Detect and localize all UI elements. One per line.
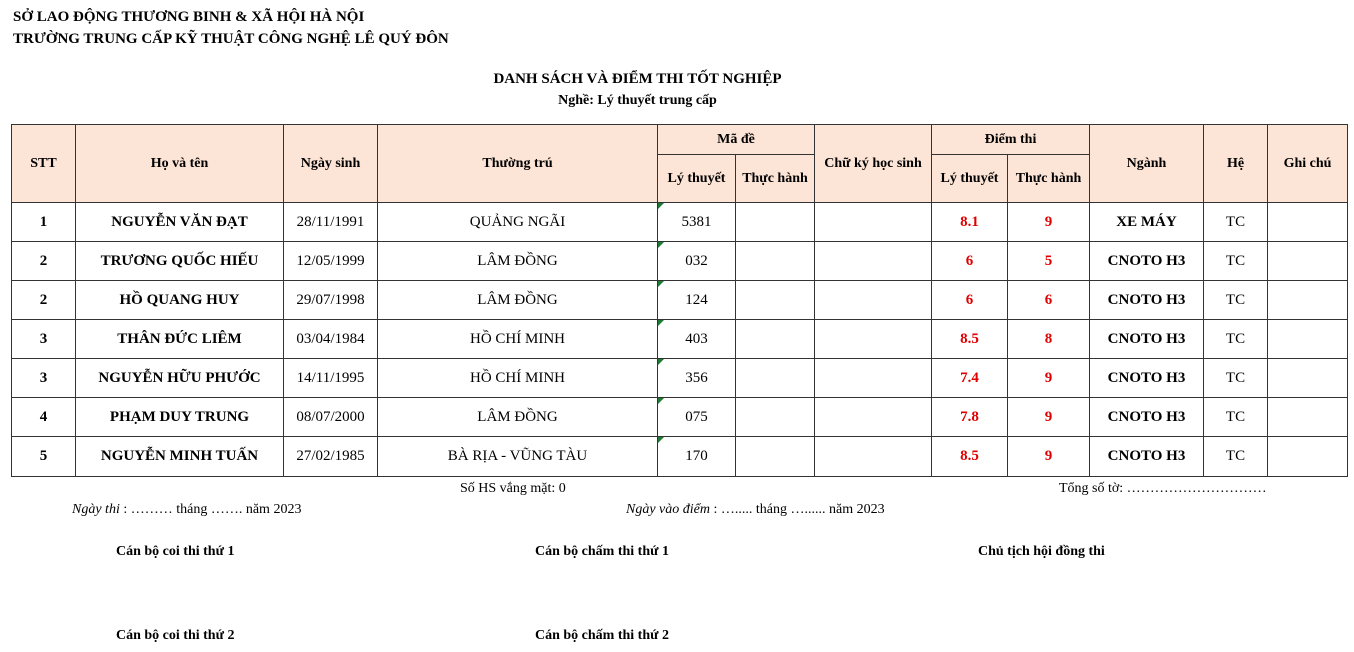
- cell-stt[interactable]: 5: [12, 437, 76, 477]
- cell-stt[interactable]: 4: [12, 398, 76, 437]
- col-header-signature: Chữ ký học sinh: [815, 125, 932, 203]
- cell-major[interactable]: CNOTO H3: [1090, 437, 1204, 477]
- exam-date: [72, 502, 301, 518]
- cell-dob[interactable]: 28/11/1991: [284, 203, 378, 242]
- col-header-stt: STT: [12, 125, 76, 203]
- document-subtitle: Nghề: Lý thuyết trung cấp: [558, 93, 717, 108]
- cell-name[interactable]: NGUYỄN MINH TUẤN: [76, 437, 284, 477]
- col-header-major: Ngành: [1090, 125, 1204, 203]
- exam-date-label: Ngày thi: [72, 502, 120, 517]
- cell-signature[interactable]: [815, 203, 932, 242]
- table-row: [12, 281, 1348, 320]
- cell-marker-icon: [658, 203, 664, 209]
- cell-marker-icon: [658, 242, 664, 248]
- cell-system[interactable]: TC: [1204, 203, 1268, 242]
- cell-stt[interactable]: 2: [12, 242, 76, 281]
- table-row: [12, 437, 1348, 477]
- cell-name[interactable]: TRƯƠNG QUỐC HIẾU: [76, 242, 284, 281]
- cell-score-practice[interactable]: 9: [1008, 437, 1090, 477]
- cell-code-theory-value: 5381: [681, 213, 712, 230]
- cell-major[interactable]: CNOTO H3: [1090, 359, 1204, 398]
- cell-note[interactable]: [1268, 437, 1348, 477]
- table-row: [12, 242, 1348, 281]
- cell-residence[interactable]: LÂM ĐỒNG: [378, 398, 658, 437]
- cell-score-theory[interactable]: 7.4: [932, 359, 1008, 398]
- cell-code-theory-value: 124: [685, 291, 708, 308]
- col-header-score-theory: Lý thuyết: [932, 155, 1008, 203]
- cell-major[interactable]: XE MÁY: [1090, 203, 1204, 242]
- score-entry-date-value: : …..... tháng …...... năm 2023: [709, 502, 885, 517]
- cell-code-theory-value: 075: [685, 408, 708, 425]
- total-sheets: Tổng số tờ: …………………………: [1059, 481, 1267, 496]
- cell-code-theory[interactable]: [658, 320, 736, 359]
- cell-code-theory[interactable]: [658, 437, 736, 477]
- cell-score-practice[interactable]: 8: [1008, 320, 1090, 359]
- col-header-exam-code: Mã đề: [658, 125, 815, 155]
- cell-code-practice[interactable]: [736, 359, 815, 398]
- cell-marker-icon: [658, 398, 664, 404]
- cell-residence[interactable]: LÂM ĐỒNG: [378, 242, 658, 281]
- cell-name[interactable]: HỒ QUANG HUY: [76, 281, 284, 320]
- cell-major[interactable]: CNOTO H3: [1090, 281, 1204, 320]
- school-name: TRƯỜNG TRUNG CẤP KỸ THUẬT CÔNG NGHỆ LÊ QUÝ ĐÔN: [13, 31, 449, 47]
- col-header-score-practice: Thực hành: [1008, 155, 1090, 203]
- cell-residence[interactable]: LÂM ĐỒNG: [378, 281, 658, 320]
- cell-major[interactable]: CNOTO H3: [1090, 242, 1204, 281]
- col-header-note: Ghi chú: [1268, 125, 1348, 203]
- cell-code-theory-value: 403: [685, 330, 708, 347]
- cell-residence[interactable]: HỒ CHÍ MINH: [378, 320, 658, 359]
- cell-signature[interactable]: [815, 281, 932, 320]
- cell-signature[interactable]: [815, 437, 932, 477]
- cell-score-theory[interactable]: 6: [932, 281, 1008, 320]
- cell-code-theory[interactable]: [658, 242, 736, 281]
- cell-system[interactable]: TC: [1204, 320, 1268, 359]
- table-row: [12, 320, 1348, 359]
- cell-score-practice[interactable]: 5: [1008, 242, 1090, 281]
- cell-residence[interactable]: BÀ RỊA - VŨNG TÀU: [378, 437, 658, 477]
- cell-name[interactable]: NGUYỄN VĂN ĐẠT: [76, 203, 284, 242]
- cell-name[interactable]: PHẠM DUY TRUNG: [76, 398, 284, 437]
- cell-code-practice[interactable]: [736, 242, 815, 281]
- cell-dob[interactable]: 08/07/2000: [284, 398, 378, 437]
- signer-proctor-2: Cán bộ coi thi thứ 2: [116, 628, 235, 643]
- table-row: [12, 203, 1348, 242]
- cell-dob[interactable]: 14/11/1995: [284, 359, 378, 398]
- cell-marker-icon: [658, 281, 664, 287]
- cell-marker-icon: [658, 320, 664, 326]
- cell-system[interactable]: TC: [1204, 437, 1268, 477]
- cell-note[interactable]: [1268, 398, 1348, 437]
- cell-major[interactable]: CNOTO H3: [1090, 398, 1204, 437]
- grades-table: [11, 124, 1348, 477]
- cell-note[interactable]: [1268, 359, 1348, 398]
- cell-signature[interactable]: [815, 320, 932, 359]
- cell-name[interactable]: THÂN ĐỨC LIÊM: [76, 320, 284, 359]
- cell-score-practice[interactable]: 6: [1008, 281, 1090, 320]
- cell-stt[interactable]: 3: [12, 320, 76, 359]
- cell-code-theory[interactable]: [658, 203, 736, 242]
- cell-dob[interactable]: 03/04/1984: [284, 320, 378, 359]
- cell-stt[interactable]: 3: [12, 359, 76, 398]
- cell-code-practice[interactable]: [736, 320, 815, 359]
- signer-grader-1: Cán bộ chấm thi thứ 1: [535, 544, 670, 559]
- cell-stt[interactable]: 1: [12, 203, 76, 242]
- absent-count: Số HS vắng mặt: 0: [460, 481, 566, 496]
- cell-score-theory[interactable]: 8.1: [932, 203, 1008, 242]
- cell-signature[interactable]: [815, 398, 932, 437]
- cell-note[interactable]: [1268, 203, 1348, 242]
- cell-code-theory[interactable]: [658, 398, 736, 437]
- col-header-name: Họ và tên: [76, 125, 284, 203]
- cell-score-theory[interactable]: 8.5: [932, 437, 1008, 477]
- cell-score-practice[interactable]: 9: [1008, 203, 1090, 242]
- cell-score-practice[interactable]: 9: [1008, 398, 1090, 437]
- document-title: DANH SÁCH VÀ ĐIỂM THI TỐT NGHIỆP: [493, 71, 782, 87]
- cell-score-theory[interactable]: 7.8: [932, 398, 1008, 437]
- cell-marker-icon: [658, 437, 664, 443]
- col-header-code-theory: Lý thuyết: [658, 155, 736, 203]
- org-name: SỞ LAO ĐỘNG THƯƠNG BINH & XÃ HỘI HÀ NỘI: [13, 9, 365, 25]
- signer-chairman: Chủ tịch hội đồng thi: [978, 544, 1105, 559]
- cell-system[interactable]: TC: [1204, 242, 1268, 281]
- cell-code-theory-value: 032: [685, 252, 708, 269]
- cell-major[interactable]: CNOTO H3: [1090, 320, 1204, 359]
- cell-dob[interactable]: 12/05/1999: [284, 242, 378, 281]
- cell-signature[interactable]: [815, 242, 932, 281]
- cell-note[interactable]: [1268, 242, 1348, 281]
- cell-code-practice[interactable]: [736, 281, 815, 320]
- exam-date-value: : ……… tháng ……. năm 2023: [119, 502, 302, 517]
- signer-proctor-1: Cán bộ coi thi thứ 1: [116, 544, 235, 559]
- cell-score-practice[interactable]: 9: [1008, 359, 1090, 398]
- cell-system[interactable]: TC: [1204, 281, 1268, 320]
- score-entry-date-label: Ngày vào điểm: [626, 502, 710, 517]
- cell-system[interactable]: TC: [1204, 398, 1268, 437]
- cell-signature[interactable]: [815, 359, 932, 398]
- cell-score-theory[interactable]: 6: [932, 242, 1008, 281]
- score-entry-date: [626, 502, 885, 518]
- cell-note[interactable]: [1268, 281, 1348, 320]
- cell-code-theory[interactable]: [658, 359, 736, 398]
- cell-code-practice[interactable]: [736, 203, 815, 242]
- table-row: [12, 398, 1348, 437]
- cell-name[interactable]: NGUYỄN HỮU PHƯỚC: [76, 359, 284, 398]
- signer-grader-2: Cán bộ chấm thi thứ 2: [535, 628, 670, 643]
- cell-stt[interactable]: 2: [12, 281, 76, 320]
- col-header-code-practice: Thực hành: [736, 155, 815, 203]
- col-header-residence: Thường trú: [378, 125, 658, 203]
- cell-marker-icon: [658, 359, 664, 365]
- table-row: [12, 359, 1348, 398]
- cell-residence[interactable]: HỒ CHÍ MINH: [378, 359, 658, 398]
- cell-note[interactable]: [1268, 320, 1348, 359]
- col-header-dob: Ngày sinh: [284, 125, 378, 203]
- cell-code-theory[interactable]: [658, 281, 736, 320]
- cell-code-practice[interactable]: [736, 437, 815, 477]
- col-header-system: Hệ: [1204, 125, 1268, 203]
- cell-dob[interactable]: 27/02/1985: [284, 437, 378, 477]
- cell-score-theory[interactable]: 8.5: [932, 320, 1008, 359]
- cell-system[interactable]: TC: [1204, 359, 1268, 398]
- cell-code-theory-value: 170: [685, 448, 708, 464]
- cell-code-theory-value: 356: [685, 369, 708, 386]
- cell-code-practice[interactable]: [736, 398, 815, 437]
- cell-residence[interactable]: QUẢNG NGÃI: [378, 203, 658, 242]
- col-header-score: Điểm thi: [932, 125, 1090, 155]
- cell-dob[interactable]: 29/07/1998: [284, 281, 378, 320]
